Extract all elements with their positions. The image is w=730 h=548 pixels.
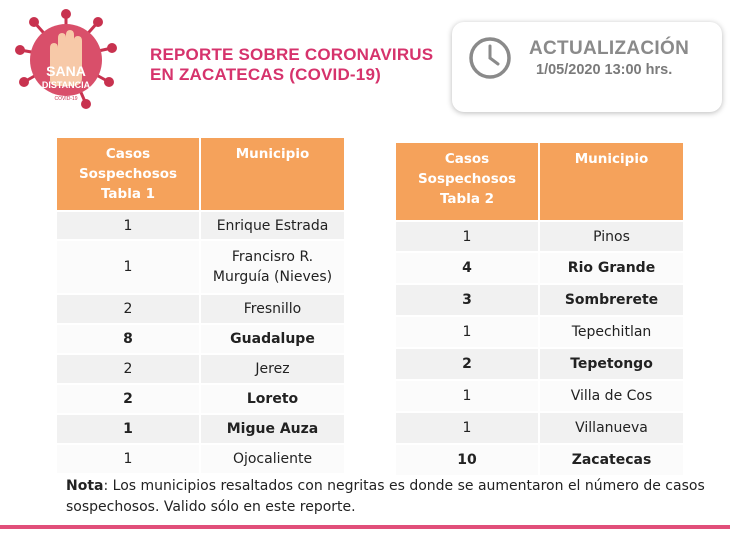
municipio-cell: Tepechitlan (571, 324, 652, 340)
cases-table-2 (396, 143, 683, 475)
table-row (57, 413, 344, 443)
table-row (396, 347, 683, 379)
accent-divider (0, 525, 730, 529)
table-row (57, 353, 344, 383)
table-row (396, 379, 683, 411)
cases-cell: 2 (57, 385, 201, 413)
footnote-text: : Los municipios resaltados con negritas es donde se aumentaron el número de casos sospechosos. Valido sólo en este reporte. (66, 478, 705, 515)
report-title-line1: REPORTE SOBRE CORONAVIRUS (150, 45, 434, 64)
cases-cell: 1 (396, 381, 540, 411)
clock-icon (468, 36, 512, 80)
municipio-cell: Tepetongo (570, 356, 653, 372)
sana-distancia-logo (14, 8, 119, 113)
table-row (57, 443, 344, 473)
municipio-cell: Sombrerete (564, 292, 659, 308)
table-row (57, 210, 344, 239)
cases-cell: 1 (57, 415, 201, 443)
table-2-header-cases: Casos Sospechosos Tabla 2 (396, 143, 540, 220)
cases-cell: 4 (396, 253, 540, 283)
cases-cell: 1 (57, 241, 201, 293)
cases-cell: 1 (396, 413, 540, 443)
table-1-body (57, 210, 344, 473)
logo-text-distancia: DISTANCIA (41, 80, 91, 90)
cases-cell: 1 (396, 222, 540, 251)
cases-cell: 3 (396, 285, 540, 315)
footnote (66, 476, 706, 518)
municipio-cell: Migue Auza (226, 421, 319, 437)
table-1-header-cases: Casos Sospechosos Tabla 1 (57, 138, 201, 210)
table-row (396, 315, 683, 347)
table-row (396, 283, 683, 315)
report-title-line2: EN ZACATECAS (COVID-19) (150, 65, 381, 84)
logo-text-sana: SANA (46, 63, 86, 79)
cases-cell: 2 (396, 349, 540, 379)
table-row (396, 220, 683, 251)
logo-text-tag: COVID-19 (54, 96, 78, 102)
cases-cell: 8 (57, 325, 201, 353)
cases-cell: 1 (57, 445, 201, 473)
table-row (396, 443, 683, 475)
cases-table-1 (57, 138, 344, 473)
table-row (57, 383, 344, 413)
cases-cell: 1 (396, 317, 540, 347)
table-2-body (396, 220, 683, 475)
table-row (57, 239, 344, 293)
table-1-header (57, 138, 344, 210)
report-title (150, 45, 433, 85)
cases-cell: 10 (396, 445, 540, 475)
table-2-header (396, 143, 683, 220)
municipio-cell: Jerez (255, 361, 290, 377)
municipio-cell: Francisro R. Murguía (Nieves) (212, 249, 333, 285)
municipio-cell: Enrique Estrada (216, 217, 329, 234)
update-date: 1/05/2020 13:00 hrs. (536, 62, 673, 78)
table-2-header-municipio: Municipio (574, 151, 649, 167)
municipio-cell: Guadalupe (230, 331, 315, 347)
update-card (452, 22, 722, 112)
cases-cell: 2 (57, 355, 201, 383)
table-1-header-municipio: Municipio (235, 146, 310, 162)
municipio-cell: Loreto (246, 391, 299, 407)
municipio-cell: Villa de Cos (570, 388, 653, 404)
municipio-cell: Ojocaliente (232, 451, 313, 467)
municipio-cell: Pinos (593, 228, 630, 245)
table-row (396, 251, 683, 283)
cases-cell: 2 (57, 295, 201, 323)
cases-cell: 1 (57, 212, 201, 239)
table-row (57, 323, 344, 353)
table-row (396, 411, 683, 443)
municipio-cell: Villanueva (575, 420, 648, 436)
table-row (57, 293, 344, 323)
municipio-cell: Fresnillo (243, 301, 302, 317)
update-title: ACTUALIZACIÓN (529, 38, 690, 59)
municipio-cell: Rio Grande (567, 260, 656, 276)
footnote-label: Nota (66, 478, 104, 494)
municipio-cell: Zacatecas (571, 452, 652, 468)
